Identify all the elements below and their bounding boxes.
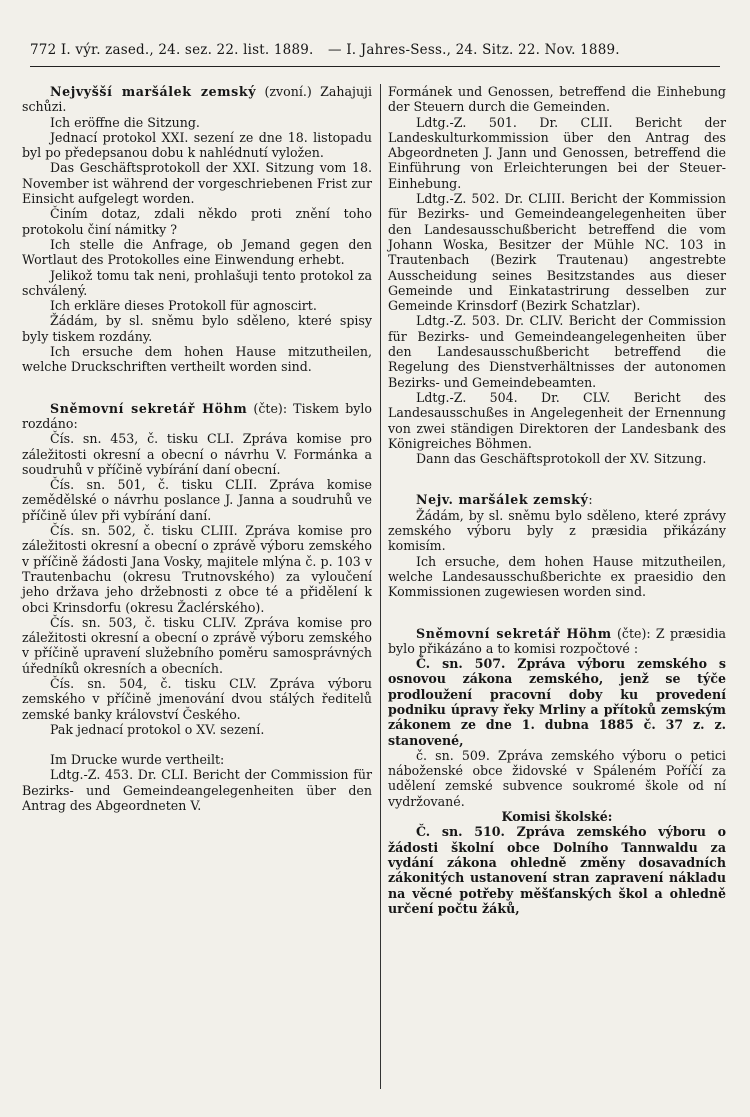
paragraph: Dann das Geschäftsprotokoll der XV. Sitzung. xyxy=(416,451,707,467)
header-rule xyxy=(30,66,720,67)
page-header xyxy=(30,42,720,58)
spacer xyxy=(388,600,726,626)
header-right: — I. Jahres-Sess., 24. Sitz. 22. Nov. 1889. xyxy=(328,42,620,58)
paragraph: Ldtg.-Z. 501. Dr. CLII. Bericht der Landeskulturkommission über den Antrag des Abgeordneten J. Jann und Genossen, betreffend die Einführung von Erleichterungen bei der Steuer-Einhebung. xyxy=(388,114,726,191)
speaker-name: Sněmovní sekretář Höhm xyxy=(416,625,612,641)
speaker-text: (čte): Tiskem bylo rozdáno: xyxy=(22,400,372,431)
paragraph: Im Drucke wurde vertheilt: xyxy=(50,752,225,768)
spacer xyxy=(388,466,726,492)
right-column xyxy=(388,84,726,916)
paragraph: Ich erkläre dieses Protokoll für agnoscirt. xyxy=(50,298,317,314)
paragraph: Č. sn. 507. Zpráva výboru zemského s osnovou zákona zemského, jenž se týče prodloužení pracovní doby ku provedení podniku úpravy řeky Mrliny a přítoků zemským zákonem ze dne 1. dubna 1885 č. 37 z. z. stanovené, xyxy=(388,656,726,748)
paragraph: Č. sn. 510. Zpráva zemského výboru o žádosti školní obce Dolního Tannwaldu za vydání zákona ohledně změny dosavadních zákonitých ustanovení stran zapravení nákladu na věcné potřeby měšťanských škol a ohledně určení počtu žáků, xyxy=(388,824,726,916)
paragraph: Ldtg.-Z. 503. Dr. CLIV. Bericht der Commission für Bezirks- und Gemeindeangelegenheiten über den Landesausschußbericht betreffend die Regelung des Dienstverhältnisses der autonomen Bezirks- und Gemeindebeamten. xyxy=(388,313,726,390)
paragraph: Žádám, by sl. sněmu bylo sděleno, které spisy byly tiskem rozdány. xyxy=(22,313,372,344)
speaker-name: Nejv. maršálek zemský xyxy=(416,492,589,508)
speaker-text: (zvoní.) Zahajuji schůzi. xyxy=(22,84,372,115)
spacer xyxy=(22,737,372,752)
header-left: 772 I. výr. zased., 24. sez. 22. list. 1889. xyxy=(30,42,314,58)
section-heading: Komisi školské: xyxy=(501,809,613,825)
paragraph: Žádám, by sl. sněmu bylo sděleno, které zprávy zemského výboru byly z præsidia přikázány komisím. xyxy=(388,507,726,554)
paragraph: Ich eröffne die Sitzung. xyxy=(50,114,200,130)
paragraph: Čís. sn. 502, č. tisku CLIII. Zpráva komise pro záležitosti okresní a obecní o zprávě výboru zemského v příčině žádosti Jana Vosky, majitele mlýna č. p. 103 v Trautenbachu (okresu Trutnovského) za vyloučení jeho država jeho držebnosti z obce té a přidělení k obci Krinsdorfu (okresu Žaclérského). xyxy=(22,523,372,615)
left-column xyxy=(22,84,372,813)
paragraph: Das Geschäftsprotokoll der XXI. Sitzung vom 18. November ist während der vorgeschriebenen Frist zur Einsicht aufgelegt worden. xyxy=(22,160,372,207)
column-divider xyxy=(380,84,381,1089)
paragraph: Ich ersuche, dem hohen Hause mitzutheilen, welche Landesausschußberichte ex praesidio den Kommissionen zugewiesen worden sind. xyxy=(388,553,726,600)
paragraph: č. sn. 509. Zpráva zemského výboru o petici náboženské obce židovské v Spáleném Poříčí za udělení zemské subvence soukromé škole od ní vydržované. xyxy=(388,747,726,809)
paragraph: Činím dotaz, zdali někdo proti znění toho protokolu činí námitky ? xyxy=(22,206,372,237)
paragraph: Formánek und Genossen, betreffend die Einhebung der Steuern durch die Gemeinden. xyxy=(388,84,726,115)
paragraph: Ldtg.-Z. 504. Dr. CLV. Bericht des Landesausschußes in Angelegenheit der Ernennung von zwei ständigen Direktoren der Landesbank des Königreiches Böhmen. xyxy=(388,389,726,451)
paragraph: Pak jednací protokol o XV. sezení. xyxy=(50,721,265,737)
paragraph: Čís. sn. 504, č. tisku CLV. Zpráva výboru zemského v příčině jmenování dvou stálých ředitelů zemské banky království Českého. xyxy=(22,675,372,722)
paragraph: Ldtg.-Z. 453. Dr. CLI. Bericht der Commission für Bezirks- und Gemeindeangelegenheiten über den Antrag des Abgeordneten V. xyxy=(22,767,372,814)
paragraph: Ldtg.-Z. 502. Dr. CLIII. Bericht der Kommission für Bezirks- und Gemeindeangelegenheiten über den Landesausschußbericht betreffend die vom Johann Woska, Besitzer der Mühle NC. 103 in Trautenbach (Bezirk Trautenau) angestrebte Ausscheidung seines Besitzstandes aus dieser Gemeinde und Einkatastrirung desselben zur Gemeinde Krinsdorf (Bezirk Schatzlar). xyxy=(388,191,726,314)
speaker-paragraph xyxy=(22,84,372,115)
paragraph: Jednací protokol XXI. sezení ze dne 18. listopadu byl po předepsanou dobu k nahlédnutí vyložen. xyxy=(22,129,372,161)
speaker-paragraph xyxy=(388,492,726,507)
speaker-paragraph xyxy=(388,626,726,657)
paragraph: Jelikož tomu tak neni, prohlašuji tento protokol za schválený. xyxy=(22,267,372,298)
paragraph: Čís. sn. 503, č. tisku CLIV. Zpráva komise pro záležitosti okresní a obecní o zprávě výboru zemského v příčině upravení služebního poměru samosprávných úředníků okresních a obecních. xyxy=(22,614,372,676)
speaker-text: : xyxy=(588,492,593,508)
paragraph: Čís. sn. 453, č. tisku CLI. Zpráva komise pro záležitosti okresní a obecní o návrhu V. Formánka a soudruhů v příčině vybírání daní obecní. xyxy=(22,431,372,477)
speaker-name: Sněmovní sekretář Höhm xyxy=(50,400,248,416)
paragraph: Čís. sn. 501, č. tisku CLII. Zpráva komise zemědělské o návrhu poslance J. Janna a soudruhů ve příčině úlev při vybírání daní. xyxy=(22,477,372,523)
speaker-text: (čte): Z præsidia bylo přikázáno a to komisi rozpočtové : xyxy=(388,625,726,656)
paragraph: Ich stelle die Anfrage, ob Jemand gegen den Wortlaut des Protokolles eine Einwendung erhebt. xyxy=(22,236,372,268)
speaker-paragraph xyxy=(22,401,372,432)
spacer xyxy=(22,375,372,401)
speaker-name: Nejvyšší maršálek zemský xyxy=(50,84,257,99)
paragraph: Ich ersuche dem hohen Hause mitzutheilen, welche Druckschriften vertheilt worden sind. xyxy=(22,344,372,375)
